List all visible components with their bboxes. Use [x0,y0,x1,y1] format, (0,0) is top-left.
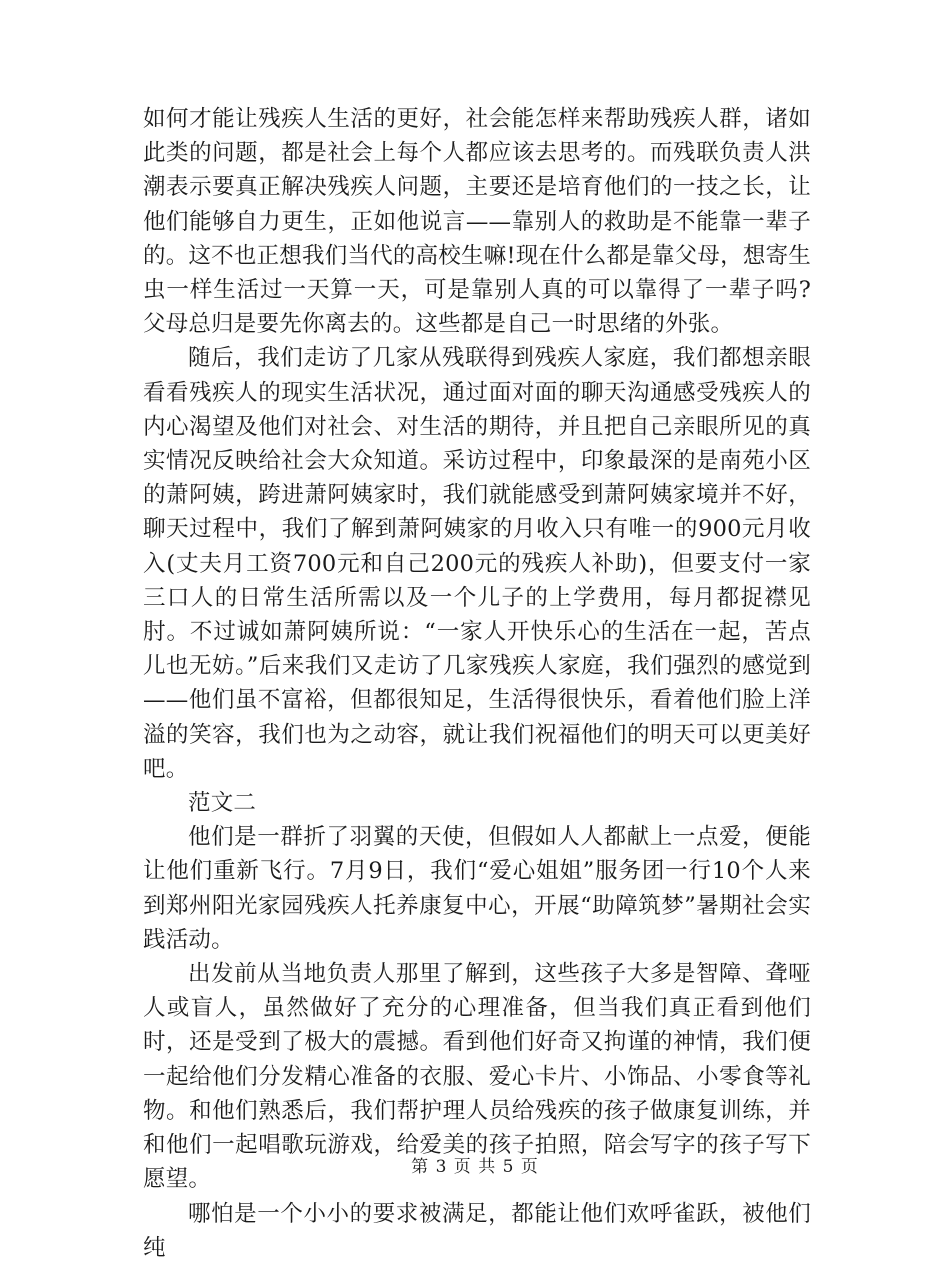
paragraph-5: 哪怕是一个小小的要求被满足，都能让他们欢呼雀跃，被他们纯 [143,1200,811,1261]
paragraph-4: 出发前从当地负责人那里了解到，这些孩子大多是智障、聋哑人或盲人，虽然做好了充分的心理准备，但当我们真正看到他们时，还是受到了极大的震撼。看到他们好奇又拘谨的神情，我们便一起给他们分发精心准备的衣服、爱心卡片、小饰品、小零食等礼物。和他们熟悉后，我们帮护理人员给残疾的孩子做康复训练，并和他们一起唱歌玩游戏，给爱美的孩子拍照，陪会写字的孩子写下愿望。 [143,961,811,1193]
document-body [143,102,811,1265]
section-heading: 范文二 [188,790,257,817]
paragraph-1: 如何才能让残疾人生活的更好，社会能怎样来帮助残疾人群，诸如此类的问题，都是社会上每个人都应该去思考的。而残联负责人洪潮表示要真正解决残疾人问题，主要还是培育他们的一技之长，让他们能够自力更生，正如他说言——靠别人的救助是不能靠一辈子的。这不也正想我们当代的高校生嘛!现在什么都是靠父母，想寄生虫一样生活过一天算一天，可是靠别人真的可以靠得了一辈子吗?父母总归是要先你离去的。这些都是自己一时思绪的外张。 [143,106,811,338]
page-number-footer: 第 3 页 共 5 页 [411,1157,539,1177]
paragraph-3: 他们是一群折了羽翼的天使，但假如人人都献上一点爱，便能让他们重新飞行。7月9日，我们“爱心姐姐”服务团一行10个人来到郑州阳光家园残疾人托养康复中心，开展“助障筑梦”暑期社会实践活动。 [143,824,811,953]
paragraph-2: 随后，我们走访了几家从残联得到残疾人家庭，我们都想亲眼看看残疾人的现实生活状况，通过面对面的聊天沟通感受残疾人的内心渴望及他们对社会、对生活的期待，并且把自己亲眼所见的真实情况反映给社会大众知道。采访过程中，印象最深的是南苑小区的萧阿姨，跨进萧阿姨家时，我们就能感受到萧阿姨家境并不好，聊天过程中，我们了解到萧阿姨家的月收入只有唯一的900元月收入(丈夫月工资700元和自己200元的残疾人补助)，但要支付一家三口人的日常生活所需以及一个儿子的上学费用，每月都捉襟见肘。不过诚如萧阿姨所说：“一家人开快乐心的生活在一起，苦点儿也无妨。”后来我们又走访了几家残疾人家庭，我们强烈的感觉到——他们虽不富裕，但都很知足，生活得很快乐，看着他们脸上洋溢的笑容，我们也为之动容，就让我们祝福他们的明天可以更美好吧。 [143,345,811,782]
